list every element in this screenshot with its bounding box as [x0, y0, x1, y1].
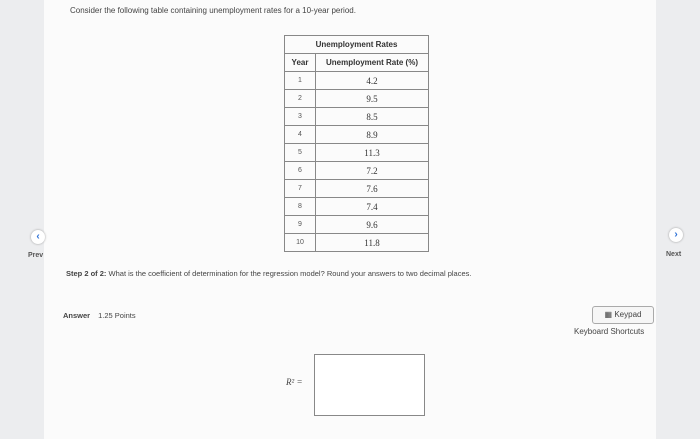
- rate-cell: 7.4: [316, 198, 429, 216]
- answer-label: Answer: [63, 311, 91, 320]
- year-cell: 3: [285, 108, 316, 126]
- keyboard-shortcuts-link[interactable]: Keyboard Shortcuts: [574, 327, 645, 336]
- r-squared-label: R² =: [286, 377, 303, 387]
- rate-cell: 7.2: [316, 162, 429, 180]
- keypad-button[interactable]: [592, 306, 654, 324]
- step-text: What is the coefficient of determination for the regression model? Round your answers to two decimal places.: [106, 269, 472, 278]
- table-row: [285, 90, 429, 108]
- table-row: [285, 108, 429, 126]
- chevron-left-icon: ‹: [36, 231, 40, 242]
- step-label: Step 2 of 2:: [66, 269, 107, 278]
- year-cell: 7: [285, 180, 316, 198]
- year-cell: 6: [285, 162, 316, 180]
- table-row: [285, 126, 429, 144]
- table-row: [285, 72, 429, 90]
- year-cell: 5: [285, 144, 316, 162]
- rate-cell: 8.9: [316, 126, 429, 144]
- keypad-icon: ▦: [604, 310, 613, 319]
- rate-cell: 9.5: [316, 90, 429, 108]
- next-button[interactable]: [669, 228, 683, 242]
- header-year: Year: [285, 54, 316, 72]
- table-row: [285, 234, 429, 252]
- next-label[interactable]: Next: [666, 251, 682, 258]
- table-row: [285, 162, 429, 180]
- step-prompt: [66, 269, 471, 278]
- prev-label[interactable]: Prev: [28, 252, 44, 259]
- keypad-label: Keypad: [614, 310, 642, 319]
- year-cell: 1: [285, 72, 316, 90]
- answer-header: [63, 311, 136, 320]
- table-row: [285, 216, 429, 234]
- rate-cell: 11.3: [316, 144, 429, 162]
- prev-button[interactable]: [31, 230, 45, 244]
- chevron-right-icon: ›: [674, 229, 678, 240]
- table-row: [285, 144, 429, 162]
- unemployment-table: [284, 35, 429, 252]
- rate-cell: 8.5: [316, 108, 429, 126]
- year-cell: 9: [285, 216, 316, 234]
- rate-cell: 11.8: [316, 234, 429, 252]
- rate-cell: 4.2: [316, 72, 429, 90]
- rate-cell: 7.6: [316, 180, 429, 198]
- table-row: [285, 180, 429, 198]
- year-cell: 8: [285, 198, 316, 216]
- question-text: Consider the following table containing unemployment rates for a 10-year period.: [70, 6, 356, 15]
- rate-cell: 9.6: [316, 216, 429, 234]
- year-cell: 2: [285, 90, 316, 108]
- table-row: [285, 198, 429, 216]
- answer-input[interactable]: [314, 354, 425, 416]
- header-rate: Unemployment Rate (%): [316, 54, 429, 72]
- year-cell: 10: [285, 234, 316, 252]
- year-cell: 4: [285, 126, 316, 144]
- table-title: Unemployment Rates: [284, 35, 429, 53]
- points-label: 1.25 Points: [98, 311, 136, 320]
